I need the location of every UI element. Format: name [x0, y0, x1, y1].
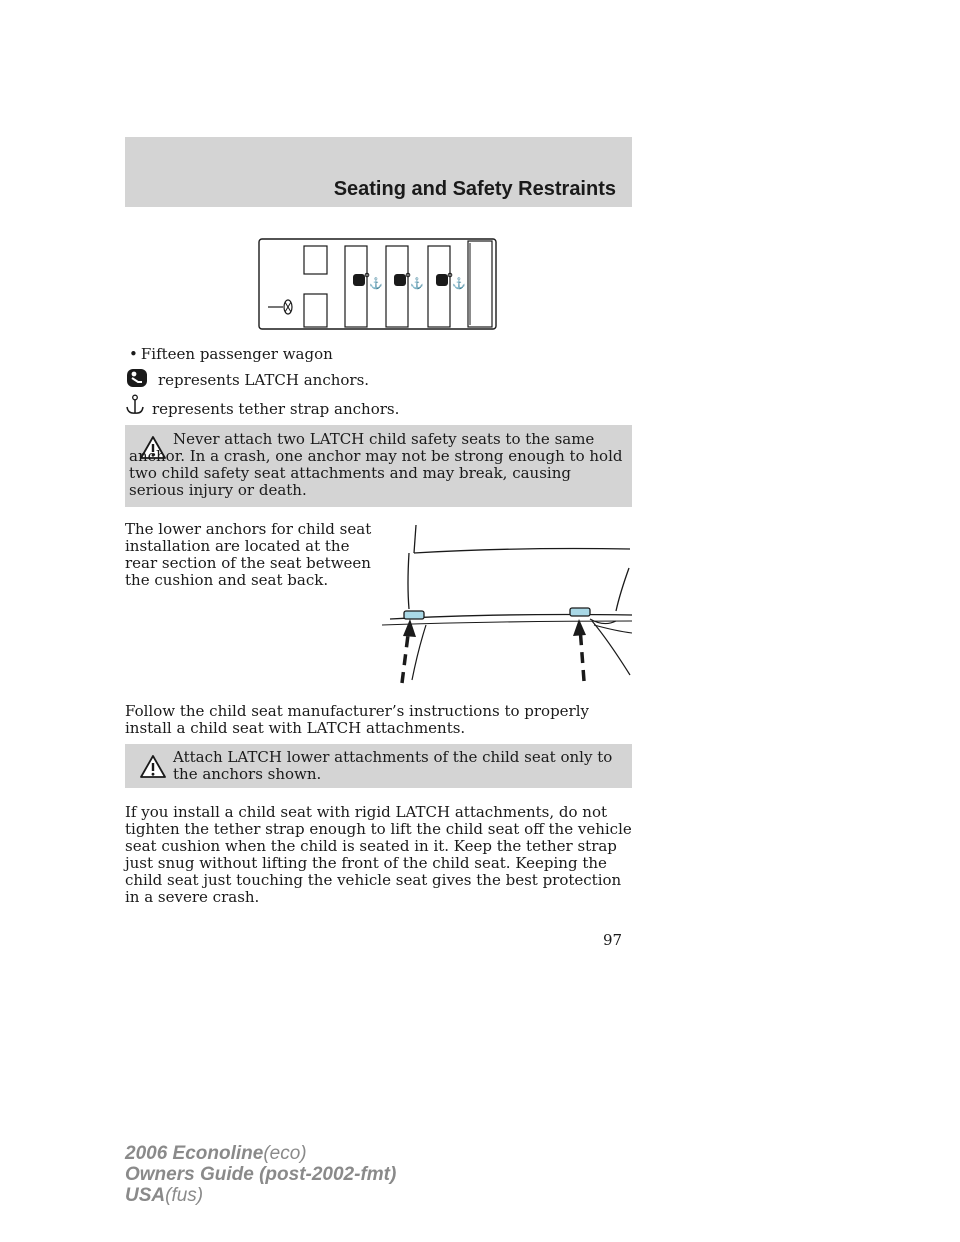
left-lower-anchor	[404, 611, 424, 619]
follow-instructions-paragraph: Follow the child seat manufacturer’s instructions to properly install a child seat with LATCH attachments.	[125, 702, 589, 737]
right-lower-anchor	[570, 608, 590, 616]
diagram-caption-text: Fifteen passenger wagon	[140, 345, 333, 363]
svg-text:⚓: ⚓	[410, 277, 424, 290]
warning-box-1	[125, 425, 632, 507]
seating-diagram	[258, 238, 498, 331]
lower-anchors-paragraph: The lower anchors for child seat installation are located at the rear section of the seat between the cushion and seat back.	[125, 520, 372, 589]
footer-guide: Owners Guide (post-2002-fmt)	[125, 1164, 397, 1185]
latch-legend-text: represents LATCH anchors.	[158, 371, 370, 389]
svg-text:⚓: ⚓	[369, 277, 383, 290]
latch-anchor-icon	[126, 367, 148, 389]
section-title: Seating and Safety Restraints	[333, 178, 616, 200]
tether-anchor-icon	[125, 394, 145, 416]
footer-market-code: (fus)	[165, 1185, 204, 1206]
warning-box-2	[125, 744, 632, 788]
warning-icon	[139, 754, 167, 779]
section-header-band	[125, 137, 632, 207]
footer-model-code: (eco)	[263, 1143, 307, 1164]
driver-seat	[304, 246, 327, 274]
page-number: 97	[603, 931, 623, 949]
rigid-latch-paragraph: If you install a child seat with rigid LATCH attachments, do not tighten the tether strap enough to lift the child seat off the vehicle seat cushion when the child is seated in it. Keep the tether strap just snug without lifting the front of the child seat. Keeping the child seat just touching the vehicle seat gives the best protection in a severe crash.	[125, 803, 632, 906]
passenger-seat	[304, 294, 327, 327]
lower-anchor-illustration	[376, 515, 632, 685]
warning-text-1: Never attach two LATCH child safety seats to the same anchor. In a crash, one anchor may not be strong enough to hold two child safety seat attachments and may break, causing serious injury or death.	[129, 430, 623, 499]
warning-text-2: Attach LATCH lower attachments of the child seat only to the anchors shown.	[173, 748, 613, 783]
diagram-caption: • Fifteen passenger wagon	[129, 345, 333, 363]
right-arrow-icon	[573, 619, 586, 681]
tether-legend-text: represents tether strap anchors.	[152, 400, 400, 418]
document-footer	[125, 1143, 396, 1206]
footer-model: 2006 Econoline	[125, 1143, 264, 1164]
svg-text:⚓: ⚓	[452, 277, 466, 290]
rear-bench	[468, 241, 492, 327]
footer-market: USA	[125, 1185, 166, 1206]
